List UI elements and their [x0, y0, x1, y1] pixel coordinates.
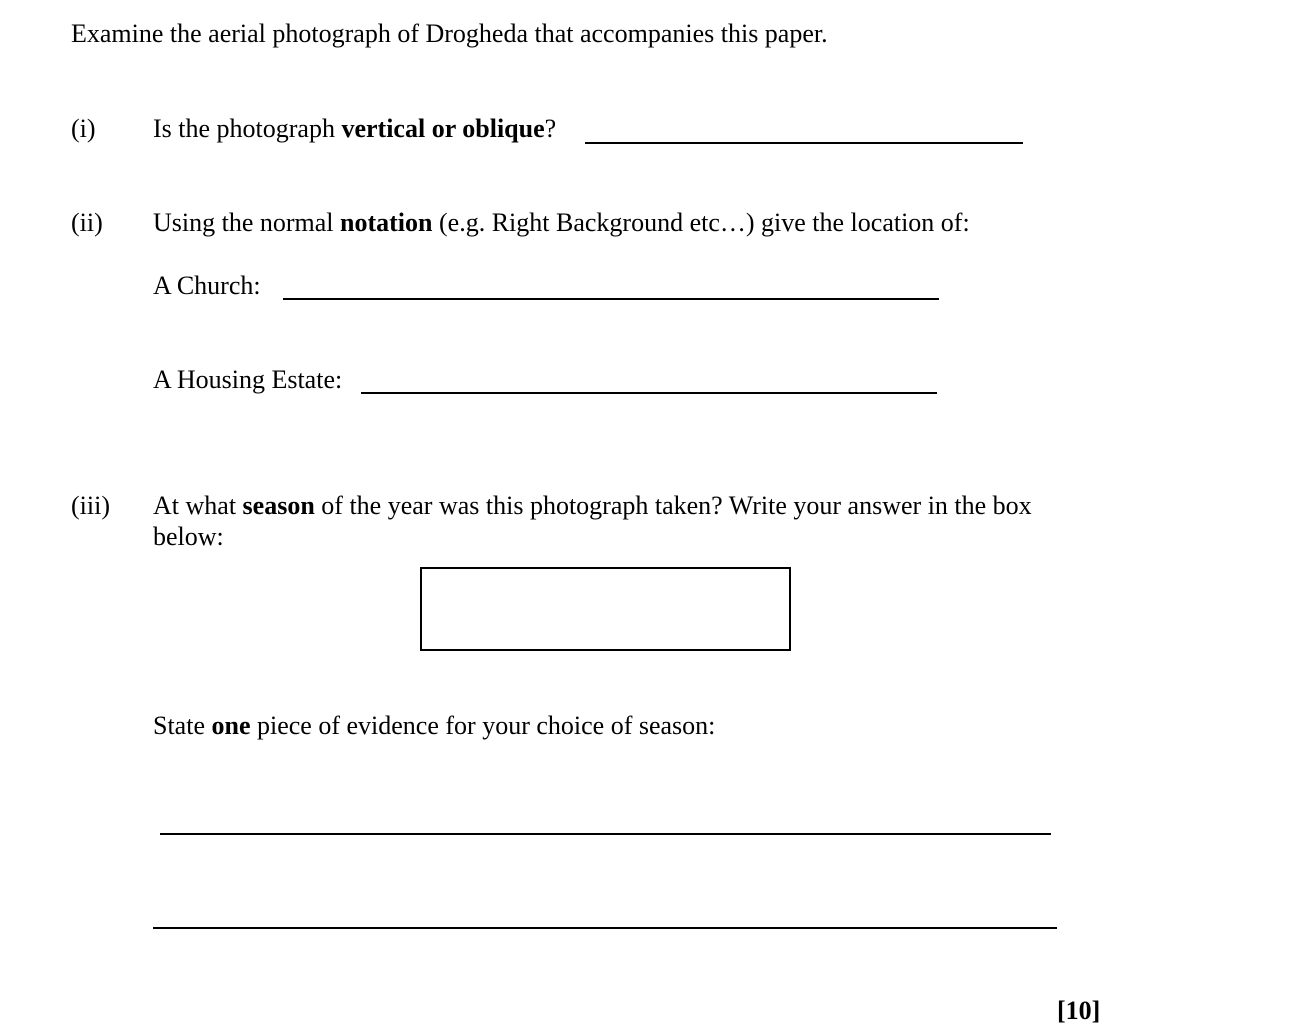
question-3-text-before: At what [153, 491, 243, 520]
evidence-answer-line-1[interactable] [160, 833, 1051, 835]
question-3-text [153, 490, 1032, 521]
evidence-answer-line-2[interactable] [153, 927, 1057, 929]
evidence-prompt [153, 710, 715, 741]
question-1-text [153, 113, 556, 144]
evidence-prompt-after: piece of evidence for your choice of season: [250, 711, 716, 740]
question-2-text-before: Using the normal [153, 208, 341, 237]
question-1-text-bold: vertical or oblique [341, 114, 545, 143]
question-3-text-line2: below: [153, 522, 224, 551]
question-2-text-after: (e.g. Right Background etc…) give the location of: [432, 208, 970, 237]
intro-text: Examine the aerial photograph of Drogheda that accompanies this paper. [71, 19, 828, 48]
question-1-number: (i) [71, 114, 96, 143]
evidence-prompt-before: State [153, 711, 212, 740]
question-2-text-bold: notation [340, 208, 433, 237]
question-2-text [153, 207, 970, 238]
church-label: A Church: [153, 271, 261, 300]
question-1-text-before: Is the photograph [153, 114, 342, 143]
question-1-answer-line[interactable] [585, 142, 1023, 144]
question-3-text-after: of the year was this photograph taken? Write your answer in the box [314, 491, 1032, 520]
season-answer-box[interactable] [420, 567, 791, 651]
evidence-prompt-bold: one [211, 711, 251, 740]
question-3-number: (iii) [71, 491, 110, 520]
housing-estate-answer-line[interactable] [361, 392, 937, 394]
question-3-text-bold: season [242, 491, 315, 520]
question-2-number: (ii) [71, 208, 103, 237]
marks-label: [10] [1057, 996, 1101, 1025]
question-1-text-after: ? [544, 114, 557, 143]
church-answer-line[interactable] [283, 298, 939, 300]
housing-estate-label: A Housing Estate: [153, 365, 343, 394]
